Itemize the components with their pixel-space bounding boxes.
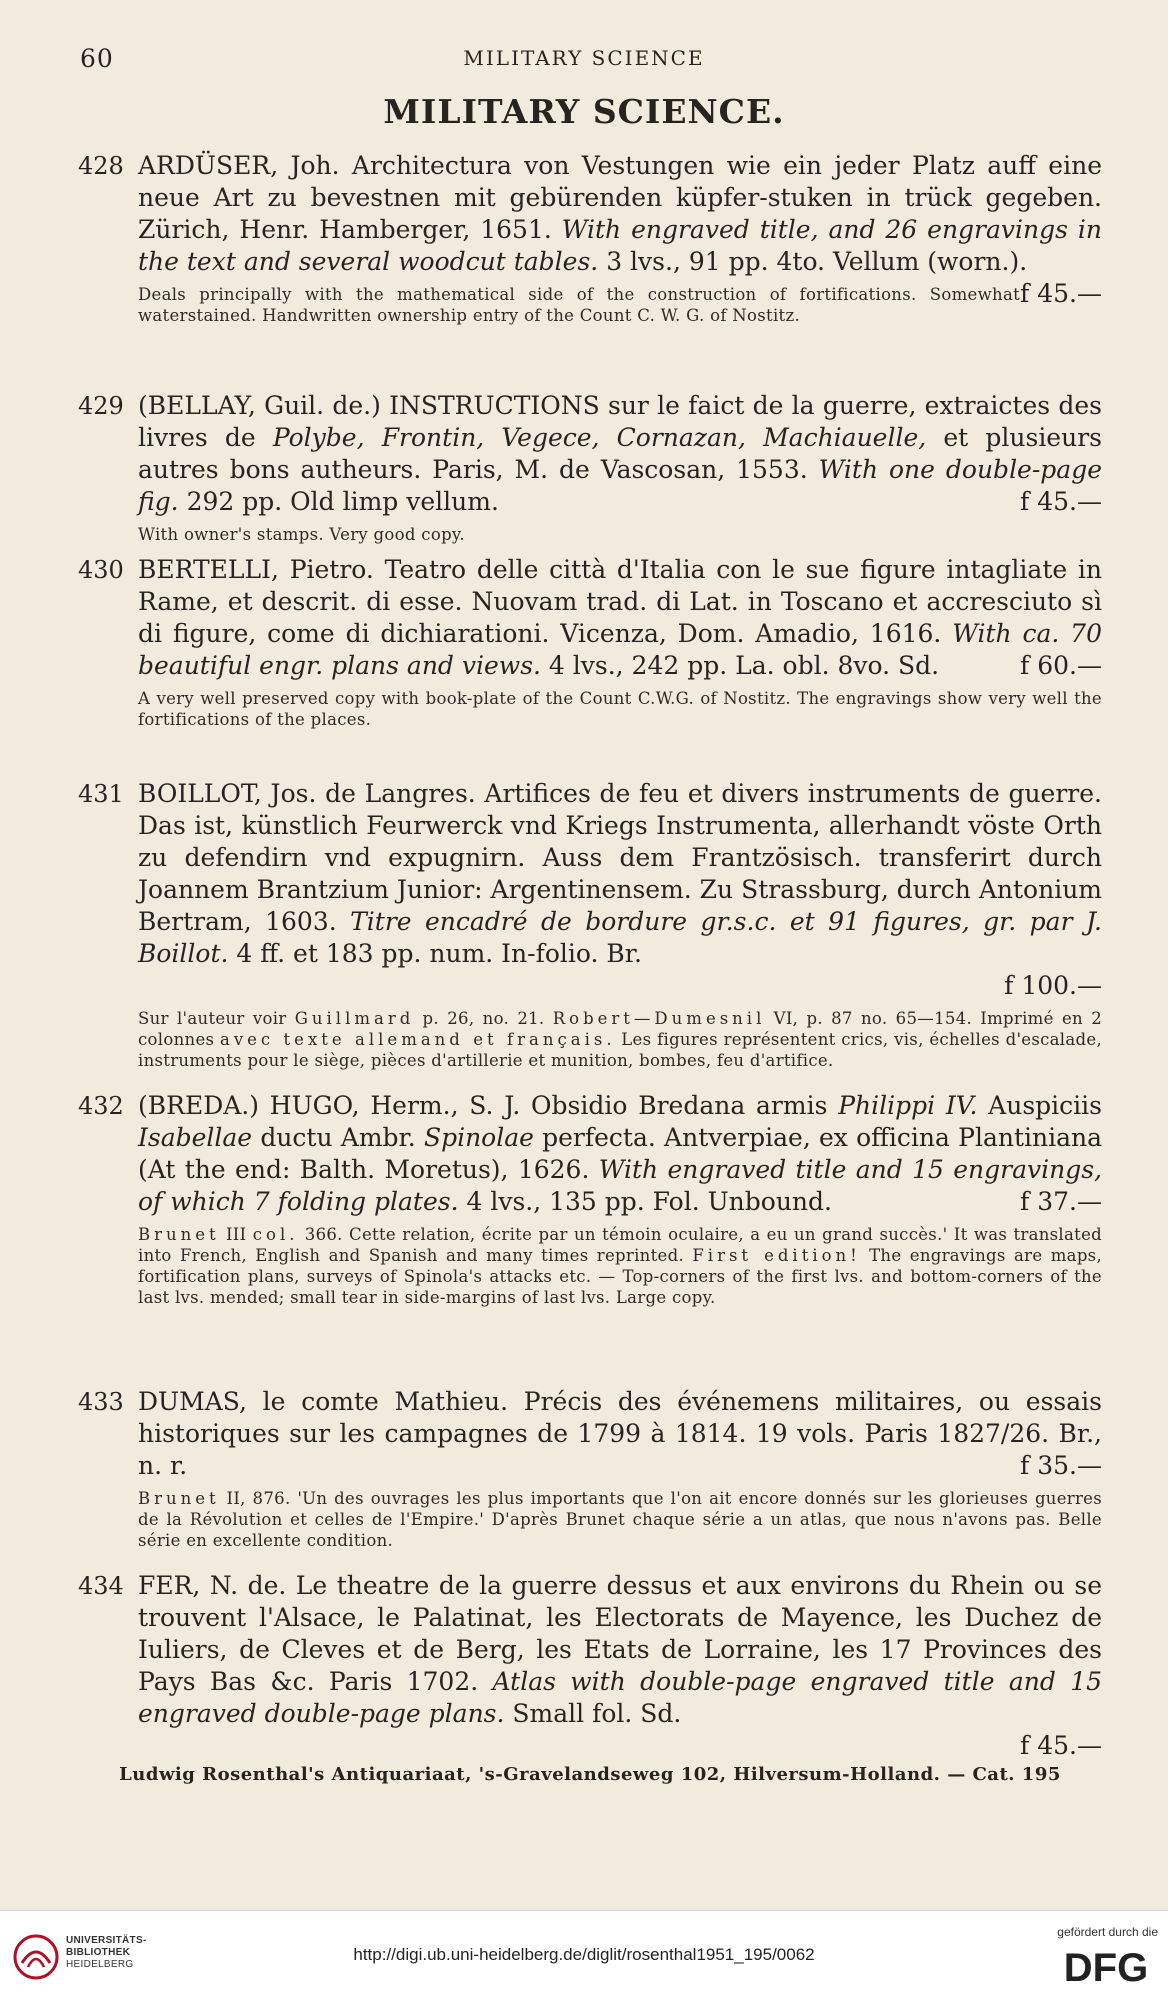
page-header <box>0 44 1168 74</box>
catalogue-entry-429 <box>78 390 1102 545</box>
entry-description: FER, N. de. Le theatre de la guerre dessus et aux environs du Rhein ou se trouvent l'Alsace, le Palatinat, les Electorats de Mayence, les Duchez de Iuliers, de Cleves et de Berg, les Etats de Lorraine, les 17 Provinces des Pays Bas &c. Paris 1702. Atlas with double-page engraved title and 15 engraved double-page plans. Small fol. Sd. <box>138 1571 1103 1728</box>
entry-description: (BREDA.) HUGO, Herm., S. J. Obsidio Bredana armis Philippi IV. Auspiciis Isabellae ductu Ambr. Spinolae perfecta. Antverpiae, ex officina Plantiniana (At the end: Balth. Moretus), 1626. With engraved title and 15 engravings, of which 7 folding plates. 4 lvs., 135 pp. Fol. Unbound. f 37.— <box>138 1091 1102 1216</box>
entry-number: 432 <box>78 1092 124 1120</box>
section-title: MILITARY SCIENCE. <box>383 92 785 131</box>
entry-price: f 35.— <box>1020 1451 1102 1480</box>
entry-description: BERTELLI, Pietro. Teatro delle città d'Italia con le sue figure intagliate in Rame, et descrit. di esse. Nuovam trad. di Lat. in Toscano et accresciuto sì di figure, come di dichiarationi. Vicenza, Dom. Amadio, 1616. With ca. 70 beautiful engr. plans and views. 4 lvs., 242 pp. La. obl. 8vo. Sd. f 60.— <box>138 555 1102 680</box>
entry-note: Brunet III col. 366. Cette relation, écrite par un témoin oculaire, a eu un grand succès.' It was translated into French, English and Spanish and many times reprinted. First edition! The engravings are maps, fortification plans, surveys of Spinola's attacks etc. — Top-corners of the first lvs. and bottom-corners of the last lvs. mended; small tear in side-margins of last lvs. Large copy. <box>138 1225 1102 1307</box>
catalogue-footer: Ludwig Rosenthal's Antiquariaat, 's-Gravelandseweg 102, Hilversum-Holland. — Cat. 195 <box>119 1764 1061 1785</box>
entry-price: f 37.— <box>1020 1187 1102 1216</box>
running-title: MILITARY SCIENCE <box>463 46 705 70</box>
catalogue-entry-433 <box>78 1386 1102 1551</box>
page-number: 60 <box>80 44 114 73</box>
entry-price: f 60.— <box>1020 651 1102 680</box>
entry-description: DUMAS, le comte Mathieu. Précis des événemens militaires, ou essais historiques sur les campagnes de 1799 à 1814. 19 vols. Paris 1827/26. Br., n. r. f 35.— <box>138 1387 1102 1480</box>
entry-note: Sur l'auteur voir Guillmard p. 26, no. 21. Robert—Dumesnil VI, p. 87 no. 65—154. Imprimé en 2 colonnes avec texte allemand et français. Les figures représentent crics, vis, échelles d'escalade, instruments pour le siège, pièces d'artillerie et munition, bombes, feu d'artifice. <box>138 1009 1102 1070</box>
entry-description: BOILLOT, Jos. de Langres. Artifices de feu et divers instruments de guerre. Das ist, künstlich Feurwerck vnd Kriegs Instrumenta, allerhandt vöste Orth zu defendirn vnd expugnirn. Auss dem Frantzösisch. transferirt durch Joannem Brantzium Junior: Argentinensem. Zu Strassburg, durch Antonium Bertram, 1603. Titre encadré de bordure gr.s.c. et 91 figures, gr. par J. Boillot. 4 ff. et 183 pp. num. In-folio. Br. <box>138 779 1103 968</box>
entry-note: Brunet II, 876. 'Un des ouvrages les plus importants que l'on ait encore donnés sur les glorieuses guerres de la Révolution et celles de l'Empire.' D'après Brunet chaque série a un atlas, que nous n'avons pas. Belle série en excellente condition. <box>138 1489 1102 1550</box>
entry-description: (BELLAY, Guil. de.) INSTRUCTIONS sur le faict de la guerre, extraictes des livres de Polybe, Frontin, Vegece, Cornazan, Machiauelle, et plusieurs autres bons autheurs. Paris, M. de Vascosan, 1553. With one double-page fig. 292 pp. Old limp vellum. f 45.— <box>138 391 1103 516</box>
entry-note: A very well preserved copy with book-plate of the Count C.W.G. of Nostitz. The engravings show very well the fortifications of the places. <box>138 689 1102 729</box>
entry-number: 433 <box>78 1388 124 1416</box>
entry-price: f 45.— <box>1020 1731 1102 1760</box>
entry-number: 428 <box>78 152 124 180</box>
entry-note: Deals principally with the mathematical side of the construction of fortifications. Somewhat waterstained. Handwritten ownership entry of the Count C. W. G. of Nostitz. <box>138 285 1021 325</box>
entry-price: f 45.— <box>1020 279 1102 308</box>
entry-number: 431 <box>78 780 124 808</box>
entry-description: ARDÜSER, Joh. Architectura von Vestungen wie ein jeder Platz auff eine neue Art zu bevestnen mit gebürenden küpfer-stuken in trück gegeben. Zürich, Henr. Hamberger, 1651. With engraved title, and 26 engravings in the text and several woodcut tables. 3 lvs., 91 pp. 4to. Vellum (worn.). f 45.— <box>138 151 1102 308</box>
entry-note: With owner's stamps. Very good copy. <box>138 525 465 544</box>
entry-number: 434 <box>78 1572 124 1600</box>
entry-price: f 45.— <box>1020 487 1102 516</box>
library-name: UNIVERSITÄTS- BIBLIOTHEK HEIDELBERG <box>66 1935 147 1970</box>
entry-number: 430 <box>78 556 124 584</box>
funding-label: gefördert durch die <box>1057 1925 1158 1939</box>
catalogue-entry-432 <box>78 1090 1102 1308</box>
catalogue-entry-434 <box>78 1570 1102 1762</box>
catalogue-entry-430 <box>78 554 1102 730</box>
dfg-logo-icon[interactable] <box>1054 1945 1158 1987</box>
permalink-url[interactable]: http://digi.ub.uni-heidelberg.de/diglit/rosenthal1951_195/0062 <box>353 1945 815 1964</box>
svg-text:DFG: DFG <box>1063 1946 1149 1987</box>
entry-price: f 100.— <box>1004 971 1102 1000</box>
catalogue-entry-431 <box>78 778 1102 1071</box>
catalogue-entry-428 <box>78 150 1102 326</box>
entry-number: 429 <box>78 392 124 420</box>
viewer-bottom-bar <box>0 1910 1168 1997</box>
